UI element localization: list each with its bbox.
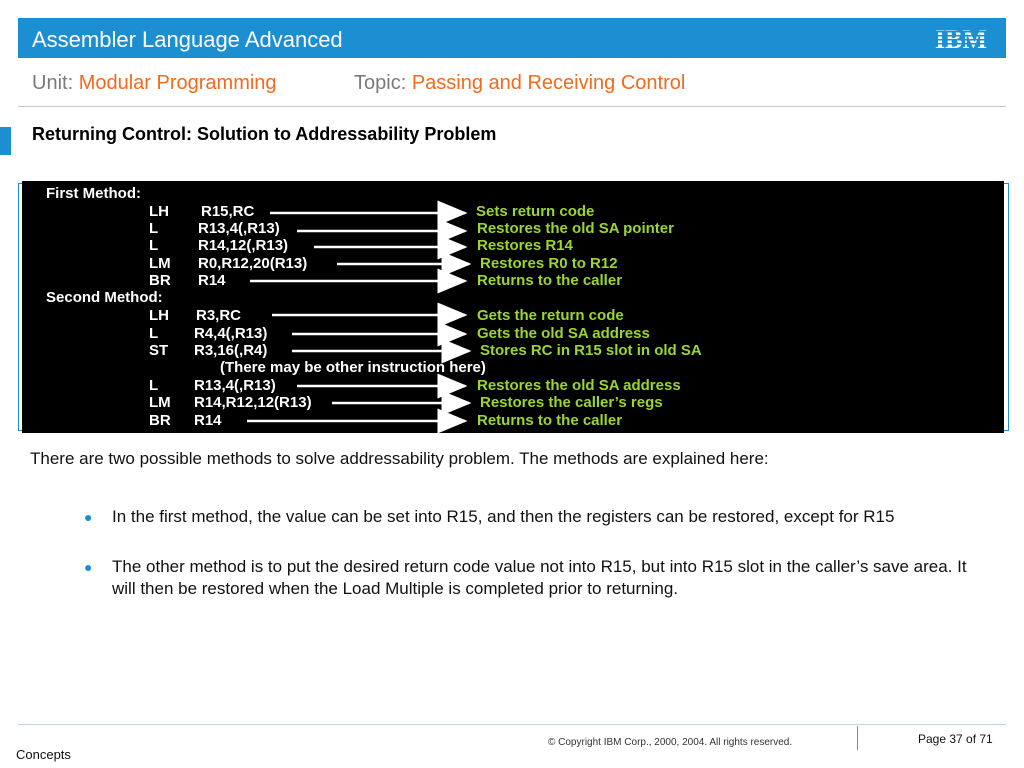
heading-accent <box>0 127 11 155</box>
code-interlude: (There may be other instruction here) <box>220 359 486 376</box>
topic-value: Passing and Receiving Control <box>411 72 686 94</box>
code-note: Restores R14 <box>477 237 573 254</box>
code-note: Returns to the caller <box>477 412 623 429</box>
code-op: ST <box>149 342 169 359</box>
code-operand: R14 <box>198 272 226 289</box>
code-op: L <box>149 237 159 254</box>
unit-label: Unit: <box>32 72 74 94</box>
code-op: L <box>149 325 159 342</box>
second-method-label: Second Method: <box>46 289 163 306</box>
topic-line <box>354 72 685 95</box>
code-op: LM <box>149 255 171 272</box>
topic-label: Topic: <box>354 72 407 94</box>
unit-line <box>32 72 277 95</box>
code-operand: R4,4(,R13) <box>194 325 268 342</box>
first-method-label: First Method: <box>46 185 141 202</box>
code-operand: R13,4(,R13) <box>194 377 276 394</box>
code-op: LH <box>149 203 169 220</box>
code-note: Sets return code <box>476 203 595 220</box>
slide-heading: Returning Control: Solution to Addressability Problem <box>32 124 497 144</box>
intro-paragraph: There are two possible methods to solve addressability problem. The methods are explained here: <box>30 449 769 468</box>
page-number: Page 37 of 71 <box>918 732 993 746</box>
code-operand: R3,16(,R4) <box>194 342 268 359</box>
code-op: BR <box>149 412 171 429</box>
code-op: L <box>149 220 159 237</box>
unit-value: Modular Programming <box>78 72 277 94</box>
code-operand: R15,RC <box>201 203 255 220</box>
code-op: LM <box>149 394 171 411</box>
footer-section-label: Concepts <box>16 747 71 762</box>
code-note: Restores R0 to R12 <box>480 255 618 272</box>
code-note: Restores the old SA pointer <box>477 220 674 237</box>
copyright-text: © Copyright IBM Corp., 2000, 2004. All rights reserved. <box>548 737 793 748</box>
code-note: Restores the old SA address <box>477 377 681 394</box>
code-note: Restores the caller’s regs <box>480 394 663 411</box>
footer-divider <box>18 724 1006 725</box>
bullet-item: The other method is to put the desired return code value not into R15, but into R15 slot in the caller’s save area. It will then be restored when the Load Multiple is completed prior to returning. <box>112 557 967 598</box>
code-operand: R0,R12,20(R13) <box>198 255 308 272</box>
course-title: Assembler Language Advanced <box>32 27 343 52</box>
bullet-icon: ● <box>84 559 93 575</box>
code-operand: R3,RC <box>196 307 242 324</box>
code-op: LH <box>149 307 169 324</box>
bullet-icon: ● <box>84 509 93 525</box>
code-note: Stores RC in R15 slot in old SA <box>480 342 702 359</box>
code-op: BR <box>149 272 171 289</box>
ibm-logo <box>930 26 992 52</box>
code-operand: R13,4(,R13) <box>198 220 280 237</box>
code-note: Returns to the caller <box>477 272 623 289</box>
bullet-item: In the first method, the value can be set into R15, and then the registers can be restored, except for R15 <box>112 507 895 526</box>
code-operand: R14,R12,12(R13) <box>194 394 312 411</box>
footer-separator <box>857 726 858 750</box>
code-operand: R14 <box>194 412 222 429</box>
code-note: Gets the return code <box>477 307 624 324</box>
code-operand: R14,12(,R13) <box>198 237 289 254</box>
code-op: L <box>149 377 159 394</box>
code-note: Gets the old SA address <box>477 325 650 342</box>
header-divider <box>18 106 1006 107</box>
code-box <box>22 181 1004 433</box>
